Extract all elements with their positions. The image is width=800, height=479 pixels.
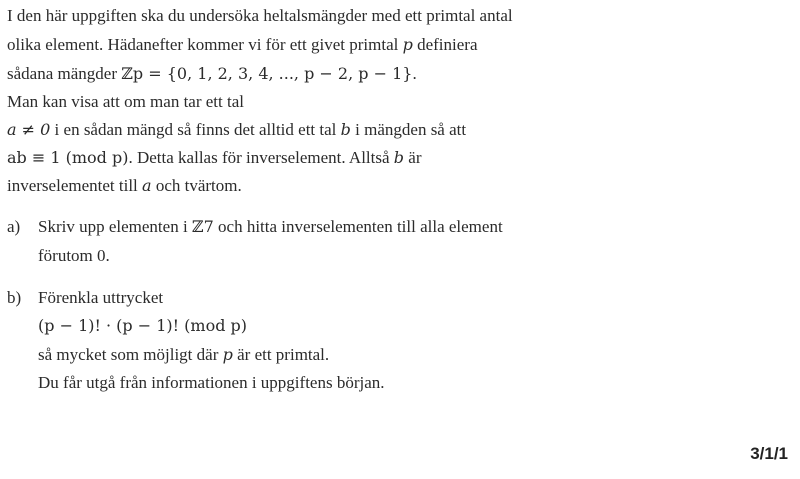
task-b-line-1: Förenkla uttrycket	[38, 288, 164, 307]
task-a-line-1	[38, 216, 503, 238]
math-z7: ℤ7	[191, 217, 214, 236]
intro-line-2-text-a: olika element. Hädanefter kommer vi för ett givet primtal	[7, 35, 403, 54]
intro-line-7-text-a: inverselementet till	[7, 176, 143, 195]
math-p: p	[402, 35, 413, 54]
intro-line-7	[7, 175, 242, 197]
intro-line-6-text-b: . Detta kallas för inverselement. Alltså	[128, 148, 394, 167]
intro-line-5-text-b: i en sådan mängd så finns det alltid ett tal	[50, 120, 341, 139]
intro-line-7-text-b: och tvärtom.	[151, 176, 242, 195]
task-a-line-2: förutom 0.	[38, 246, 110, 265]
task-b-label: b)	[7, 288, 22, 307]
math-congruence: ab ≡ 1 (mod p)	[7, 148, 129, 167]
math-p-2: p	[222, 345, 233, 364]
intro-line-6-text-c: är	[404, 148, 422, 167]
page-number: 3/1/1	[750, 444, 788, 463]
task-a-line-1-text-a: Skriv upp elementen i	[38, 217, 192, 236]
intro-line-3-text-a: sådana mängder	[7, 64, 122, 83]
task-a-label: a)	[7, 217, 21, 236]
intro-line-2	[7, 34, 478, 56]
intro-line-5-text-c: i mängden så att	[350, 120, 467, 139]
intro-line-6	[7, 147, 422, 169]
math-set-definition: ℤp = {0, 1, 2, 3, 4, ..., p − 2, p − 1}	[121, 64, 413, 83]
task-b-line-3-text-b: är ett primtal.	[232, 345, 330, 364]
math-factorial-expression: (p − 1)! · (p − 1)! (mod p)	[38, 316, 248, 335]
math-b: b	[340, 120, 351, 139]
task-b-line-3-text-a: så mycket som möjligt där	[38, 345, 223, 364]
intro-line-4: Man kan visa att om man tar ett tal	[7, 92, 244, 111]
intro-line-1: I den här uppgiften ska du undersöka heltalsmängder med ett primtal antal	[7, 6, 513, 25]
task-a-line-1-text-b: och hitta inverselementen till alla element	[213, 217, 503, 236]
task-b-line-3	[38, 344, 329, 366]
task-b-line-2	[38, 315, 247, 337]
task-b-line-4: Du får utgå från informationen i uppgiftens början.	[38, 373, 385, 392]
intro-line-3-text-b: .	[412, 64, 417, 83]
math-a-not-zero: a ≠ 0	[7, 120, 51, 139]
math-b-2: b	[393, 148, 405, 167]
math-a: a	[142, 176, 152, 195]
intro-line-2-text-b: definiera	[412, 35, 478, 54]
intro-line-5	[7, 119, 466, 141]
intro-line-3	[7, 63, 417, 85]
